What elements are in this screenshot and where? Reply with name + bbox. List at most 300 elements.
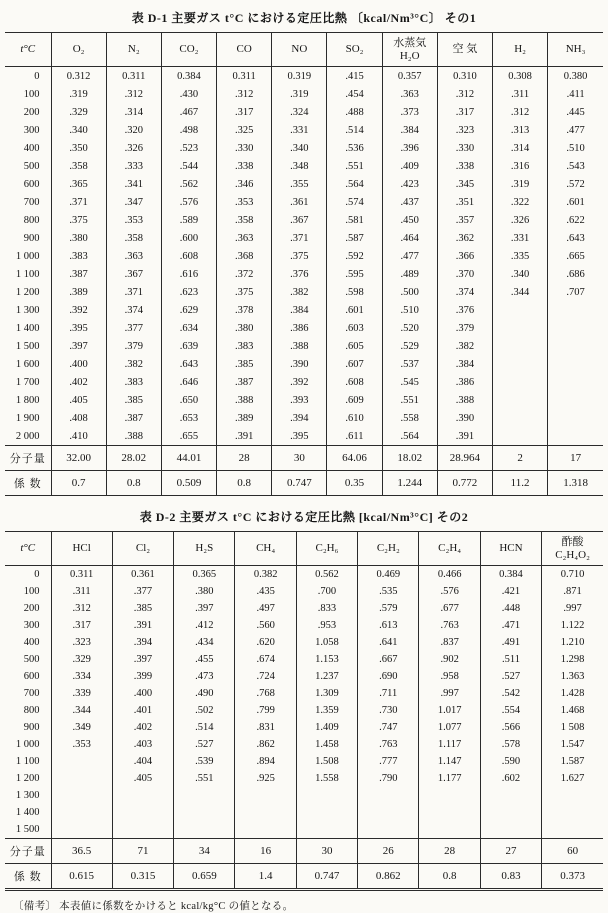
value-cell: .958 <box>419 668 480 685</box>
value-cell: .608 <box>327 373 382 391</box>
value-cell: .400 <box>51 355 106 373</box>
value-cell: .344 <box>51 702 112 719</box>
value-cell: .437 <box>382 193 437 211</box>
row-label: 係 数 <box>5 471 51 496</box>
value-cell <box>174 804 235 821</box>
temperature-cell: 100 <box>23 586 40 597</box>
value-cell: .554 <box>480 702 541 719</box>
table-row <box>5 583 603 600</box>
value-cell: .383 <box>217 337 272 355</box>
value-cell <box>548 355 603 373</box>
table1-title: 表 D-1 主要ガス t°C における定圧比熱 〔kcal/Nm³°C〕 その1 <box>131 11 477 25</box>
value-cell: .833 <box>296 600 357 617</box>
value-cell <box>419 821 480 839</box>
table-row <box>5 668 603 685</box>
value-cell: 0.35 <box>327 471 382 496</box>
value-cell: .349 <box>51 719 112 736</box>
value-cell: .611 <box>327 427 382 446</box>
value-cell: .724 <box>235 668 296 685</box>
value-cell: .415 <box>327 67 382 86</box>
column-header: NH₃ <box>548 33 603 67</box>
value-cell: .634 <box>161 319 216 337</box>
value-cell: 1.363 <box>542 668 603 685</box>
value-cell: .380 <box>51 229 106 247</box>
specific-heat-table-2 <box>5 531 603 891</box>
value-cell <box>358 787 419 804</box>
value-cell: 1.117 <box>419 736 480 753</box>
value-cell: .383 <box>51 247 106 265</box>
value-cell: 1.627 <box>542 770 603 787</box>
temperature-cell: 600 <box>23 178 40 190</box>
value-cell: .314 <box>106 103 161 121</box>
value-cell: .391 <box>217 427 272 446</box>
value-cell <box>235 787 296 804</box>
temperature-cell: 500 <box>23 160 40 172</box>
column-header: HCN <box>480 532 541 566</box>
value-cell: .520 <box>382 319 437 337</box>
value-cell: 1.458 <box>296 736 357 753</box>
value-cell: .361 <box>272 193 327 211</box>
value-cell: 1.153 <box>296 651 357 668</box>
value-cell: .338 <box>217 157 272 175</box>
value-cell: .378 <box>217 301 272 319</box>
column-header: SO₂ <box>327 33 382 67</box>
value-cell: .831 <box>235 719 296 736</box>
value-cell <box>112 787 173 804</box>
value-cell: 28 <box>217 446 272 471</box>
coefficient-row <box>5 864 603 890</box>
value-cell: .511 <box>480 651 541 668</box>
value-cell: .576 <box>161 193 216 211</box>
temperature-cell: 700 <box>23 688 40 699</box>
value-cell: .384 <box>272 301 327 319</box>
value-cell: 64.06 <box>327 446 382 471</box>
table-row <box>5 103 603 121</box>
table-row <box>5 427 603 446</box>
temperature-cell: 200 <box>23 106 40 118</box>
value-cell: 0.562 <box>296 566 357 584</box>
value-cell: .581 <box>327 211 382 229</box>
row-label: 係 数 <box>5 864 51 890</box>
value-cell: .799 <box>235 702 296 719</box>
value-cell: .605 <box>327 337 382 355</box>
value-cell: .535 <box>358 583 419 600</box>
value-cell: .576 <box>419 583 480 600</box>
value-cell <box>493 373 548 391</box>
value-cell <box>548 391 603 409</box>
value-cell: .558 <box>382 409 437 427</box>
value-cell: .367 <box>272 211 327 229</box>
value-cell: .730 <box>358 702 419 719</box>
value-cell: 71 <box>112 839 173 864</box>
table-row <box>5 787 603 804</box>
temperature-cell: 700 <box>23 196 40 208</box>
value-cell: .391 <box>437 427 492 446</box>
value-cell: 34 <box>174 839 235 864</box>
table-row <box>5 139 603 157</box>
value-cell: .325 <box>217 121 272 139</box>
value-cell: .655 <box>161 427 216 446</box>
value-cell: .317 <box>217 103 272 121</box>
value-cell: .397 <box>51 337 106 355</box>
value-cell: .314 <box>493 139 548 157</box>
value-cell: .389 <box>51 283 106 301</box>
value-cell: .394 <box>112 634 173 651</box>
value-cell: .345 <box>437 175 492 193</box>
header-row <box>5 33 603 67</box>
temperature-cell: 1 200 <box>15 286 40 298</box>
value-cell: .371 <box>272 229 327 247</box>
column-header: H₂ <box>493 33 548 67</box>
value-cell: .620 <box>235 634 296 651</box>
value-cell: 1.210 <box>542 634 603 651</box>
temperature-cell: 800 <box>23 705 40 716</box>
value-cell: 0.8 <box>419 864 480 890</box>
value-cell: 1.558 <box>296 770 357 787</box>
value-cell: .564 <box>382 427 437 446</box>
value-cell: .358 <box>106 229 161 247</box>
value-cell <box>358 804 419 821</box>
value-cell: 17 <box>548 446 603 471</box>
value-cell: .380 <box>174 583 235 600</box>
value-cell: 0.747 <box>296 864 357 890</box>
value-cell: .397 <box>174 600 235 617</box>
value-cell: .375 <box>51 211 106 229</box>
value-cell: .355 <box>272 175 327 193</box>
value-cell: .339 <box>51 685 112 702</box>
column-header: C₂H₆ <box>296 532 357 566</box>
value-cell: .551 <box>327 157 382 175</box>
table-row <box>5 121 603 139</box>
temperature-cell: 1 000 <box>15 739 40 750</box>
value-cell: .514 <box>174 719 235 736</box>
value-cell <box>480 787 541 804</box>
header-row <box>5 532 603 566</box>
value-cell: 1.318 <box>548 471 603 496</box>
value-cell: .601 <box>548 193 603 211</box>
value-cell: .514 <box>327 121 382 139</box>
value-cell: 1.409 <box>296 719 357 736</box>
value-cell: 1.298 <box>542 651 603 668</box>
table-row <box>5 157 603 175</box>
value-cell: .423 <box>382 175 437 193</box>
value-cell: .871 <box>542 583 603 600</box>
value-cell: .351 <box>437 193 492 211</box>
row-label: 分子量 <box>5 446 51 471</box>
value-cell: .404 <box>112 753 173 770</box>
temperature-cell: 1 400 <box>15 807 40 818</box>
value-cell <box>51 821 112 839</box>
value-cell: .383 <box>106 373 161 391</box>
value-cell: .601 <box>327 301 382 319</box>
value-cell: .376 <box>272 265 327 283</box>
table-row <box>5 409 603 427</box>
value-cell: 0.357 <box>382 67 437 86</box>
value-cell: .510 <box>548 139 603 157</box>
value-cell: .382 <box>106 355 161 373</box>
value-cell: .395 <box>272 427 327 446</box>
value-cell <box>542 821 603 839</box>
value-cell: .395 <box>51 319 106 337</box>
value-cell: 28.02 <box>106 446 161 471</box>
value-cell: 11.2 <box>493 471 548 496</box>
value-cell <box>174 787 235 804</box>
value-cell: 44.01 <box>161 446 216 471</box>
value-cell: .340 <box>51 121 106 139</box>
value-cell: .609 <box>327 391 382 409</box>
row-label: 分子量 <box>5 839 51 864</box>
value-cell: .498 <box>161 121 216 139</box>
value-cell: .578 <box>480 736 541 753</box>
value-cell: .544 <box>161 157 216 175</box>
value-cell: 0.365 <box>174 566 235 584</box>
value-cell: .542 <box>480 685 541 702</box>
value-cell: .341 <box>106 175 161 193</box>
temperature-cell: 1 100 <box>15 268 40 280</box>
value-cell: .925 <box>235 770 296 787</box>
value-cell <box>548 427 603 446</box>
value-cell: .316 <box>493 157 548 175</box>
table-row <box>5 804 603 821</box>
value-cell <box>296 787 357 804</box>
value-cell: 0.384 <box>161 67 216 86</box>
value-cell: .497 <box>235 600 296 617</box>
value-cell: .384 <box>437 355 492 373</box>
value-cell: 1.428 <box>542 685 603 702</box>
value-cell: .388 <box>217 391 272 409</box>
value-cell: 26 <box>358 839 419 864</box>
value-cell: 1.017 <box>419 702 480 719</box>
value-cell: 0.311 <box>106 67 161 86</box>
value-cell <box>480 821 541 839</box>
value-cell: 28 <box>419 839 480 864</box>
value-cell: .700 <box>296 583 357 600</box>
value-cell: .363 <box>217 229 272 247</box>
value-cell: 0.466 <box>419 566 480 584</box>
value-cell: .377 <box>112 583 173 600</box>
value-cell: .603 <box>327 319 382 337</box>
value-cell: 0.615 <box>51 864 112 890</box>
value-cell: .607 <box>327 355 382 373</box>
value-cell: .317 <box>51 617 112 634</box>
value-cell: .382 <box>437 337 492 355</box>
value-cell: .371 <box>106 283 161 301</box>
value-cell: 0.312 <box>51 67 106 86</box>
value-cell <box>542 804 603 821</box>
value-cell: .600 <box>161 229 216 247</box>
value-cell: .311 <box>51 583 112 600</box>
table-row <box>5 634 603 651</box>
value-cell: .311 <box>493 85 548 103</box>
value-cell: 0.315 <box>112 864 173 890</box>
value-cell: .333 <box>106 157 161 175</box>
value-cell <box>296 804 357 821</box>
value-cell: .643 <box>548 229 603 247</box>
value-cell: .402 <box>51 373 106 391</box>
value-cell: .402 <box>112 719 173 736</box>
value-cell <box>548 409 603 427</box>
temperature-cell: 400 <box>23 142 40 154</box>
value-cell: .366 <box>437 247 492 265</box>
table-row <box>5 337 603 355</box>
value-cell: .471 <box>480 617 541 634</box>
value-cell: .374 <box>106 301 161 319</box>
value-cell: .467 <box>161 103 216 121</box>
temperature-cell: 1 400 <box>15 322 40 334</box>
value-cell <box>548 373 603 391</box>
value-cell: 0.772 <box>437 471 492 496</box>
value-cell: 2 <box>493 446 548 471</box>
value-cell: .551 <box>174 770 235 787</box>
table-row <box>5 736 603 753</box>
value-cell: 0.659 <box>174 864 235 890</box>
value-cell: 0.373 <box>542 864 603 890</box>
value-cell: .390 <box>272 355 327 373</box>
value-cell: 0.311 <box>217 67 272 86</box>
value-cell: 1.147 <box>419 753 480 770</box>
value-cell: .902 <box>419 651 480 668</box>
value-cell: .560 <box>235 617 296 634</box>
value-cell: .393 <box>272 391 327 409</box>
value-cell: .592 <box>327 247 382 265</box>
value-cell: .399 <box>112 668 173 685</box>
temperature-cell: 1 500 <box>15 340 40 352</box>
value-cell: .490 <box>174 685 235 702</box>
value-cell: 1.244 <box>382 471 437 496</box>
value-cell: .564 <box>327 175 382 193</box>
value-cell: .527 <box>480 668 541 685</box>
table-row <box>5 175 603 193</box>
value-cell: .358 <box>51 157 106 175</box>
value-cell: .379 <box>106 337 161 355</box>
value-cell: .894 <box>235 753 296 770</box>
temperature-cell: 900 <box>23 722 40 733</box>
column-header: CH₄ <box>235 532 296 566</box>
value-cell <box>358 821 419 839</box>
value-cell: .312 <box>106 85 161 103</box>
value-cell: 0.8 <box>217 471 272 496</box>
value-cell: 0.310 <box>437 67 492 86</box>
table-row <box>5 355 603 373</box>
temperature-cell: 1 300 <box>15 790 40 801</box>
value-cell: 0.384 <box>480 566 541 584</box>
value-cell <box>493 391 548 409</box>
value-cell: .391 <box>112 617 173 634</box>
table-row <box>5 265 603 283</box>
value-cell: .331 <box>493 229 548 247</box>
value-cell: 1.309 <box>296 685 357 702</box>
table-row <box>5 719 603 736</box>
value-cell: .344 <box>493 283 548 301</box>
value-cell: .347 <box>106 193 161 211</box>
value-cell: 30 <box>272 446 327 471</box>
value-cell <box>235 804 296 821</box>
value-cell: .380 <box>217 319 272 337</box>
value-cell: .322 <box>493 193 548 211</box>
table-row <box>5 373 603 391</box>
value-cell: .346 <box>217 175 272 193</box>
value-cell: .489 <box>382 265 437 283</box>
value-cell: .387 <box>51 265 106 283</box>
value-cell: .747 <box>358 719 419 736</box>
value-cell: .384 <box>382 121 437 139</box>
value-cell: 1.359 <box>296 702 357 719</box>
value-cell: .543 <box>548 157 603 175</box>
value-cell: 0.361 <box>112 566 173 584</box>
column-header: NO <box>272 33 327 67</box>
value-cell: .375 <box>217 283 272 301</box>
table-row <box>5 67 603 86</box>
value-cell: 1.468 <box>542 702 603 719</box>
value-cell: 1.177 <box>419 770 480 787</box>
value-cell: .613 <box>358 617 419 634</box>
value-cell: .602 <box>480 770 541 787</box>
value-cell: .313 <box>493 121 548 139</box>
molecular-weight-row <box>5 839 603 864</box>
value-cell <box>493 337 548 355</box>
value-cell: .610 <box>327 409 382 427</box>
value-cell: .405 <box>112 770 173 787</box>
value-cell: 18.02 <box>382 446 437 471</box>
value-cell: 1.077 <box>419 719 480 736</box>
value-cell: .434 <box>174 634 235 651</box>
value-cell: .574 <box>327 193 382 211</box>
value-cell: .382 <box>272 283 327 301</box>
value-cell: .379 <box>437 319 492 337</box>
table2-title: 表 D-2 主要ガス t°C における定圧比熱 [kcal/Nm³°C] その2 <box>139 510 469 524</box>
temperature-cell: 1 100 <box>15 756 40 767</box>
table-row <box>5 600 603 617</box>
table-row <box>5 193 603 211</box>
value-cell: .388 <box>437 391 492 409</box>
value-cell: .763 <box>419 617 480 634</box>
value-cell: .329 <box>51 651 112 668</box>
value-cell: .326 <box>493 211 548 229</box>
table-row <box>5 685 603 702</box>
value-cell: .608 <box>161 247 216 265</box>
value-cell: .595 <box>327 265 382 283</box>
value-cell: .353 <box>217 193 272 211</box>
value-cell: 0.308 <box>493 67 548 86</box>
temperature-cell: 1 600 <box>15 358 40 370</box>
value-cell: .488 <box>327 103 382 121</box>
value-cell: .629 <box>161 301 216 319</box>
value-cell: .373 <box>382 103 437 121</box>
value-cell: .997 <box>542 600 603 617</box>
value-cell: .650 <box>161 391 216 409</box>
value-cell: .589 <box>161 211 216 229</box>
value-cell: .377 <box>106 319 161 337</box>
column-header: N₂ <box>106 33 161 67</box>
value-cell: 1.4 <box>235 864 296 890</box>
value-cell: .365 <box>51 175 106 193</box>
value-cell: .572 <box>548 175 603 193</box>
column-header: 酢酸 C₂H₄O₂ <box>542 532 603 566</box>
value-cell: 60 <box>542 839 603 864</box>
temperature-cell: 400 <box>23 637 40 648</box>
value-cell: .392 <box>272 373 327 391</box>
temperature-cell: 900 <box>23 232 40 244</box>
value-cell: 0.382 <box>235 566 296 584</box>
value-cell: 0.747 <box>272 471 327 496</box>
value-cell: .409 <box>382 157 437 175</box>
value-cell: .502 <box>174 702 235 719</box>
value-cell: .587 <box>327 229 382 247</box>
table-row <box>5 770 603 787</box>
coefficient-row <box>5 471 603 496</box>
value-cell: .386 <box>272 319 327 337</box>
value-cell <box>493 409 548 427</box>
